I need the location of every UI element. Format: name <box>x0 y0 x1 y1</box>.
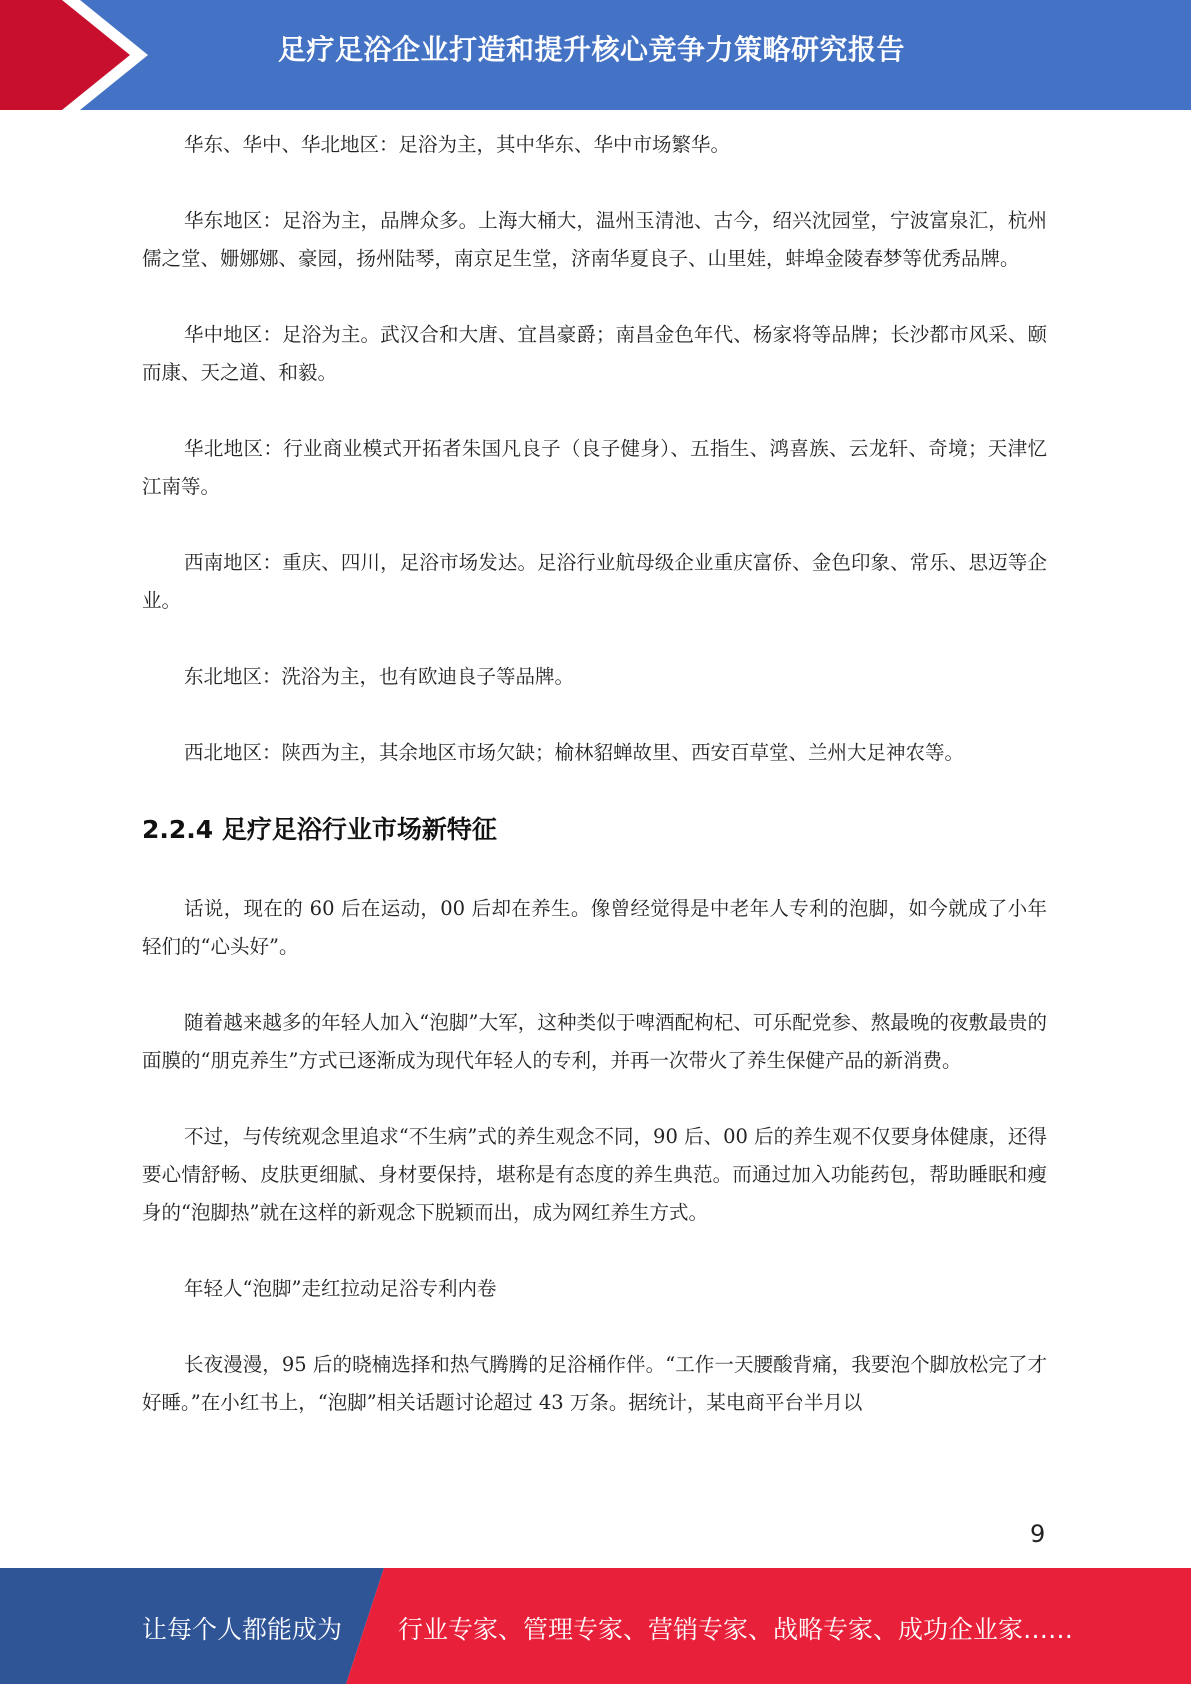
page-number: 9 <box>1030 1520 1046 1548</box>
paragraph: 华中地区：足浴为主。武汉合和大唐、宜昌豪爵；南昌金色年代、杨家将等品牌；长沙都市风采、颐而康、天之道、和毅。 <box>142 323 1047 384</box>
page-header <box>0 0 1191 110</box>
report-title: 足疗足浴企业打造和提升核心竞争力策略研究报告 <box>278 33 906 66</box>
paragraph: 长夜漫漫，95 后的晓楠选择和热气腾腾的足浴桶作伴。“工作一天腰酸背痛，我要泡个脚放松完了才好睡。”在小红书上，“泡脚”相关话题讨论超过 43 万条。据统计，某电商平台半月以 <box>142 1353 1047 1414</box>
paragraph: 华北地区：行业商业模式开拓者朱国凡良子（良子健身）、五指生、鸿喜族、云龙轩、奇境；天津忆江南等。 <box>142 437 1047 498</box>
paragraph: 话说，现在的 60 后在运动，00 后却在养生。像曾经觉得是中老年人专利的泡脚，如今就成了小年轻们的“心头好”。 <box>142 897 1047 958</box>
paragraph: 华东地区：足浴为主，品牌众多。上海大桶大，温州玉清池、古今，绍兴沈园堂，宁波富泉汇，杭州儒之堂、姗娜娜、豪园，扬州陆琴，南京足生堂，济南华夏良子、山里娃，蚌埠金陵春梦等优秀品牌。 <box>142 209 1047 270</box>
footer-slogan-right: 行业专家、管理专家、营销专家、战略专家、成功企业家…… <box>398 1615 1074 1644</box>
paragraph: 西南地区：重庆、四川，足浴市场发达。足浴行业航母级企业重庆富侨、金色印象、常乐、思迈等企业。 <box>142 551 1047 612</box>
page-content <box>142 126 1047 1460</box>
paragraph: 西北地区：陕西为主，其余地区市场欠缺；榆林貂蝉故里、西安百草堂、兰州大足神农等。 <box>184 741 965 764</box>
section-heading: 2.2.4 足疗足浴行业市场新特征 <box>142 815 497 844</box>
page-footer <box>0 1568 1191 1684</box>
footer-slogan-left: 让每个人都能成为 <box>142 1615 343 1644</box>
subheading-paragraph: 年轻人“泡脚”走红拉动足浴专利内卷 <box>184 1277 497 1300</box>
paragraph: 不过，与传统观念里追求“不生病”式的养生观念不同，90 后、00 后的养生观不仅要身体健康，还得要心情舒畅、皮肤更细腻、身材要保持，堪称是有态度的养生典范。而通过加入功能药包，帮助睡眠和瘦身的“泡脚热”就在这样的新观念下脱颖而出，成为网红养生方式。 <box>142 1125 1047 1224</box>
paragraph: 随着越来越多的年轻人加入“泡脚”大军，这种类似于啤酒配枸杞、可乐配党参、熬最晚的夜敷最贵的面膜的“朋克养生”方式已逐渐成为现代年轻人的专利，并再一次带火了养生保健产品的新消费。 <box>142 1011 1047 1072</box>
paragraph: 东北地区：洗浴为主，也有欧迪良子等品牌。 <box>184 665 575 688</box>
paragraph: 华东、华中、华北地区：足浴为主，其中华东、华中市场繁华。 <box>184 133 731 156</box>
